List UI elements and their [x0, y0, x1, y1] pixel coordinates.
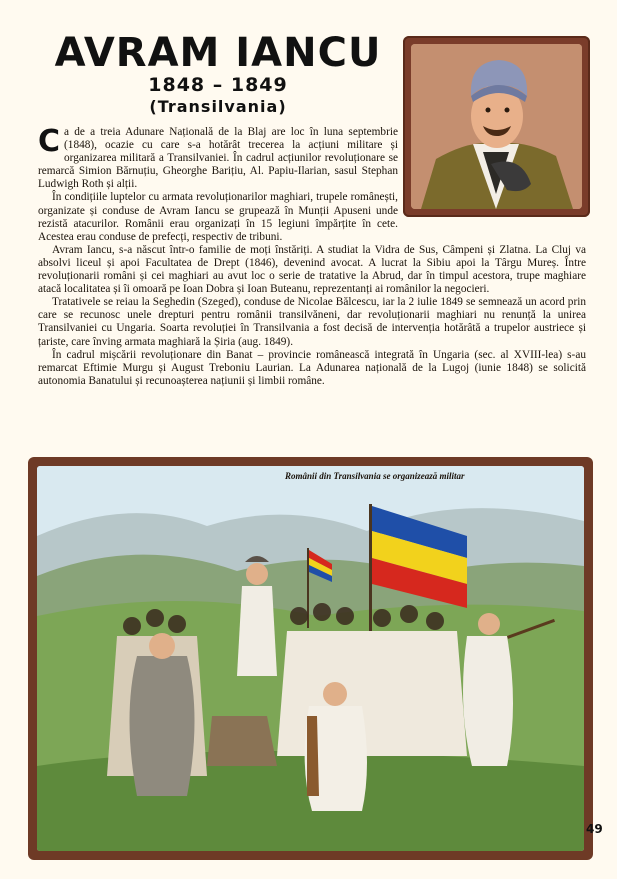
article-body: [38, 126, 586, 388]
paragraph-3: Avram Iancu, s-a născut într-o familie de moți înstăriți. A studiat la Vidra de Sus, Câmpeni și Zlatna. La Cluj va absolvi liceul și apoi Facultatea de Drept (1846), devenind avocat. A lucrat la Sibiu apoi la Târgu Mureș. Între revoluționarii români și cei maghiari au avut loc o serie de tratative la Abrud, dar în timpul acestora, trupe maghiare atacă localitatea și îi omoară pe Ioan Dobra și Ioan Buteanu, reprezentanți ai românilor la negocieri.: [38, 243, 586, 296]
years-subtitle: 1848 – 1849: [148, 74, 288, 96]
paragraph-1: [38, 126, 398, 191]
region-subtitle: (Transilvania): [149, 97, 287, 116]
drop-cap: C: [38, 124, 61, 159]
paragraph-5: În cadrul mișcării revoluționare din Banat – provincie românească integrată în Ungaria (sec. al XVIII-lea) s-au remarcat Eftimie Murgu și August Treboniu Laurian. La Adunarea națională de la Lugoj (iunie 1848) se solicită autonomia Banatului și recunoașterea națiunii și limbii române.: [38, 348, 586, 387]
assembly-scene: [37, 466, 584, 851]
illustration-caption: Românii din Transilvania se organizează militar: [285, 471, 465, 481]
page-number: 49: [586, 822, 603, 836]
paragraph-4: Tratativele se reiau la Seghedin (Szeged), conduse de Nicolae Bălcescu, iar la 2 iulie 1849 se semnează un acord prin care se recunosc unele drepturi pentru românii transilvăneni, dar revoluționarii maghiari nu renunță la unirea Transilvaniei cu Ungaria. Soarta revoluției în Transilvania a fost decisă de intervenția hotărâtă a trupelor austriece și țariste, care înving armata maghiară la Șiria (aug. 1849).: [38, 296, 586, 348]
page-title: AVRAM IANCU: [54, 30, 382, 76]
intro-column: [38, 126, 398, 244]
paragraph-2: În condițiile luptelor cu armata revoluționarilor maghiari, trupele românești, organizate și conduse de Avram Iancu se grupează în Munții Apuseni unde rezistă atacurilor. Românii erau organizați în 15 legiuni împărțite în cete. Acestea erau conduse de prefecți, respectiv de tribuni.: [38, 191, 398, 243]
paragraph-1-text: a de a treia Adunare Națională de la Blaj are loc în luna septembrie (1848), ocazie cu care s-a hotărât trecerea la acțiuni militare și organizarea militară a Transilvaniei. În cadrul acțiunilor revoluționare se remarcă Simion Bărnuțiu, Gheorghe Barițiu, Al. Papiu-Ilarian, sasul Stephan Ludwigh Roth și alții.: [38, 126, 398, 191]
assembly-illustration: [37, 466, 584, 851]
illustration-frame: [28, 457, 593, 860]
